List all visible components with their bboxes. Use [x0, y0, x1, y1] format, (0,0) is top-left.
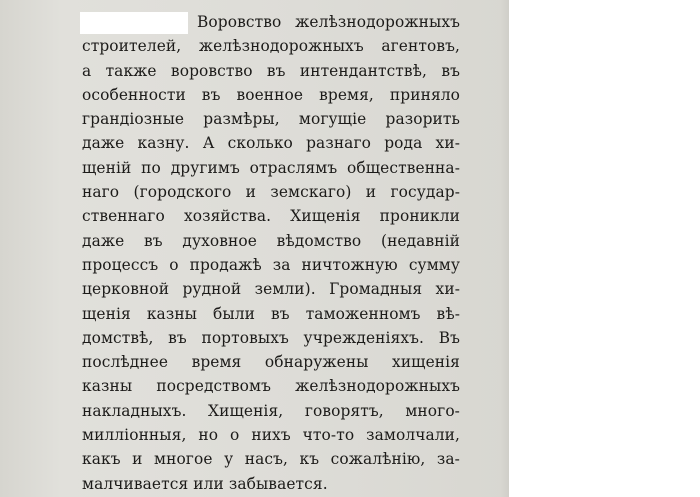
page-edge-shadow: [500, 0, 509, 497]
text-line: накладныхъ. Хищенія, говорятъ, много-: [82, 401, 460, 420]
text-line: щенія казны были въ таможенномъ вѣ-: [82, 304, 460, 323]
text-line: наго (городского и земскаго) и государ-: [82, 183, 460, 202]
text-line: даже въ духовное вѣдомство (недавній: [82, 231, 460, 250]
text-line: какъ и многое у насъ, къ сожалѣнію, за-: [82, 450, 460, 469]
text-line: особенности въ военное время, приняло: [82, 85, 460, 104]
text-line: даже казну. А сколько разнаго рода хи-: [82, 134, 460, 153]
text-line: домствѣ, въ портовыхъ учрежденіяхъ. Въ: [82, 328, 460, 347]
text-line: Воровство желѣзнодорожныхъ: [197, 13, 460, 31]
text-line: строителей, желѣзнодорожныхъ агентовъ,: [82, 37, 460, 56]
text-line: щеній по другимъ отраслямъ общественна-: [82, 158, 460, 177]
text-line: церковной рудной земли). Громадныя хи-: [82, 280, 460, 299]
text-line: процессъ о продажѣ за ничтожную сумму: [82, 255, 460, 274]
text-line: малчивается или забывается.: [82, 474, 328, 493]
text-line: милліонныя, но о нихъ что-то замолчали,: [82, 426, 460, 445]
text-line: послѣднее время обнаружены хищенія: [82, 353, 460, 372]
text-line: а также воровство въ интендантствѣ, въ: [82, 61, 460, 80]
body-text: [82, 10, 460, 496]
text-line: казны посредствомъ желѣзнодорожныхъ: [82, 377, 460, 396]
text-line: ственнаго хозяйства. Хищенія проникли: [82, 207, 460, 226]
text-line: грандіозные размѣры, могущіе разорить: [82, 110, 460, 129]
